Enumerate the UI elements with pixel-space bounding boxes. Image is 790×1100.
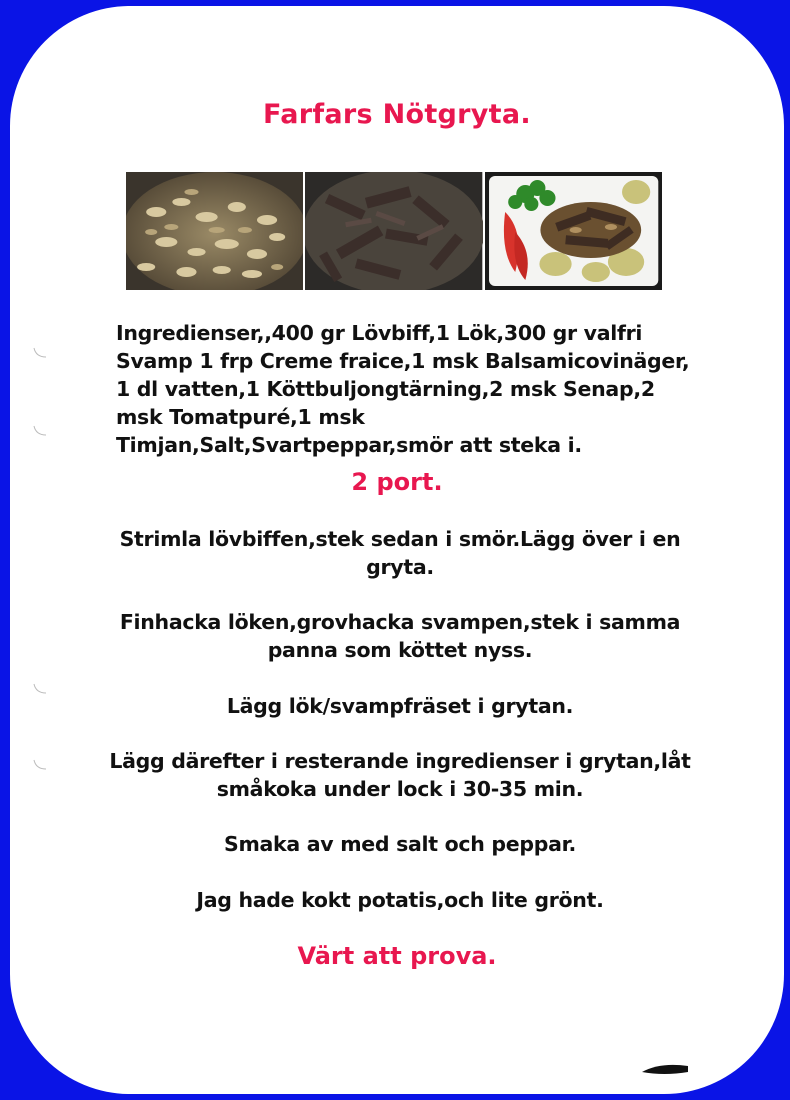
recipe-title: Farfars Nötgryta.: [263, 99, 531, 130]
photo-beef-strips: [305, 172, 482, 290]
ink-smudge: [640, 1058, 690, 1082]
photo-plated-dish: [485, 172, 662, 290]
closing-note: Värt att prova.: [297, 942, 497, 970]
step-3: Lägg lök/svampfräset i grytan.: [226, 694, 574, 718]
punch-hole-mark: [32, 758, 48, 772]
punch-hole-mark: [32, 346, 48, 360]
ingredients-text: Ingredienser,,400 gr Lövbiff,1 Lök,300 gr valfri Svamp 1 frp Creme fraice,1 msk Balsamicovinäger, 1 dl vatten,1 Köttbuljongtärning,2 msk Senap,2 msk Tomatpuré,1 msk Timjan,Salt,Svartpeppar,smör att steka i.: [116, 321, 690, 457]
step-6: Jag hade kokt potatis,och lite grönt.: [196, 888, 604, 912]
step-1: Strimla lövbiffen,stek sedan i smör.Lägg över i en gryta.: [119, 527, 681, 579]
step-2: Finhacka löken,grovhacka svampen,stek i samma panna som köttet nyss.: [119, 610, 681, 662]
punch-hole-mark: [32, 424, 48, 438]
portions-label: 2 port.: [351, 468, 443, 496]
recipe-page: [10, 6, 784, 1094]
punch-hole-mark: [32, 682, 48, 696]
photo-strip: [126, 172, 662, 290]
photo-mushrooms-frying: [126, 172, 303, 290]
step-5: Smaka av med salt och peppar.: [224, 832, 576, 856]
step-4: Lägg därefter i resterande ingredienser i grytan,låt småkoka under lock i 30-35 min.: [109, 749, 691, 801]
